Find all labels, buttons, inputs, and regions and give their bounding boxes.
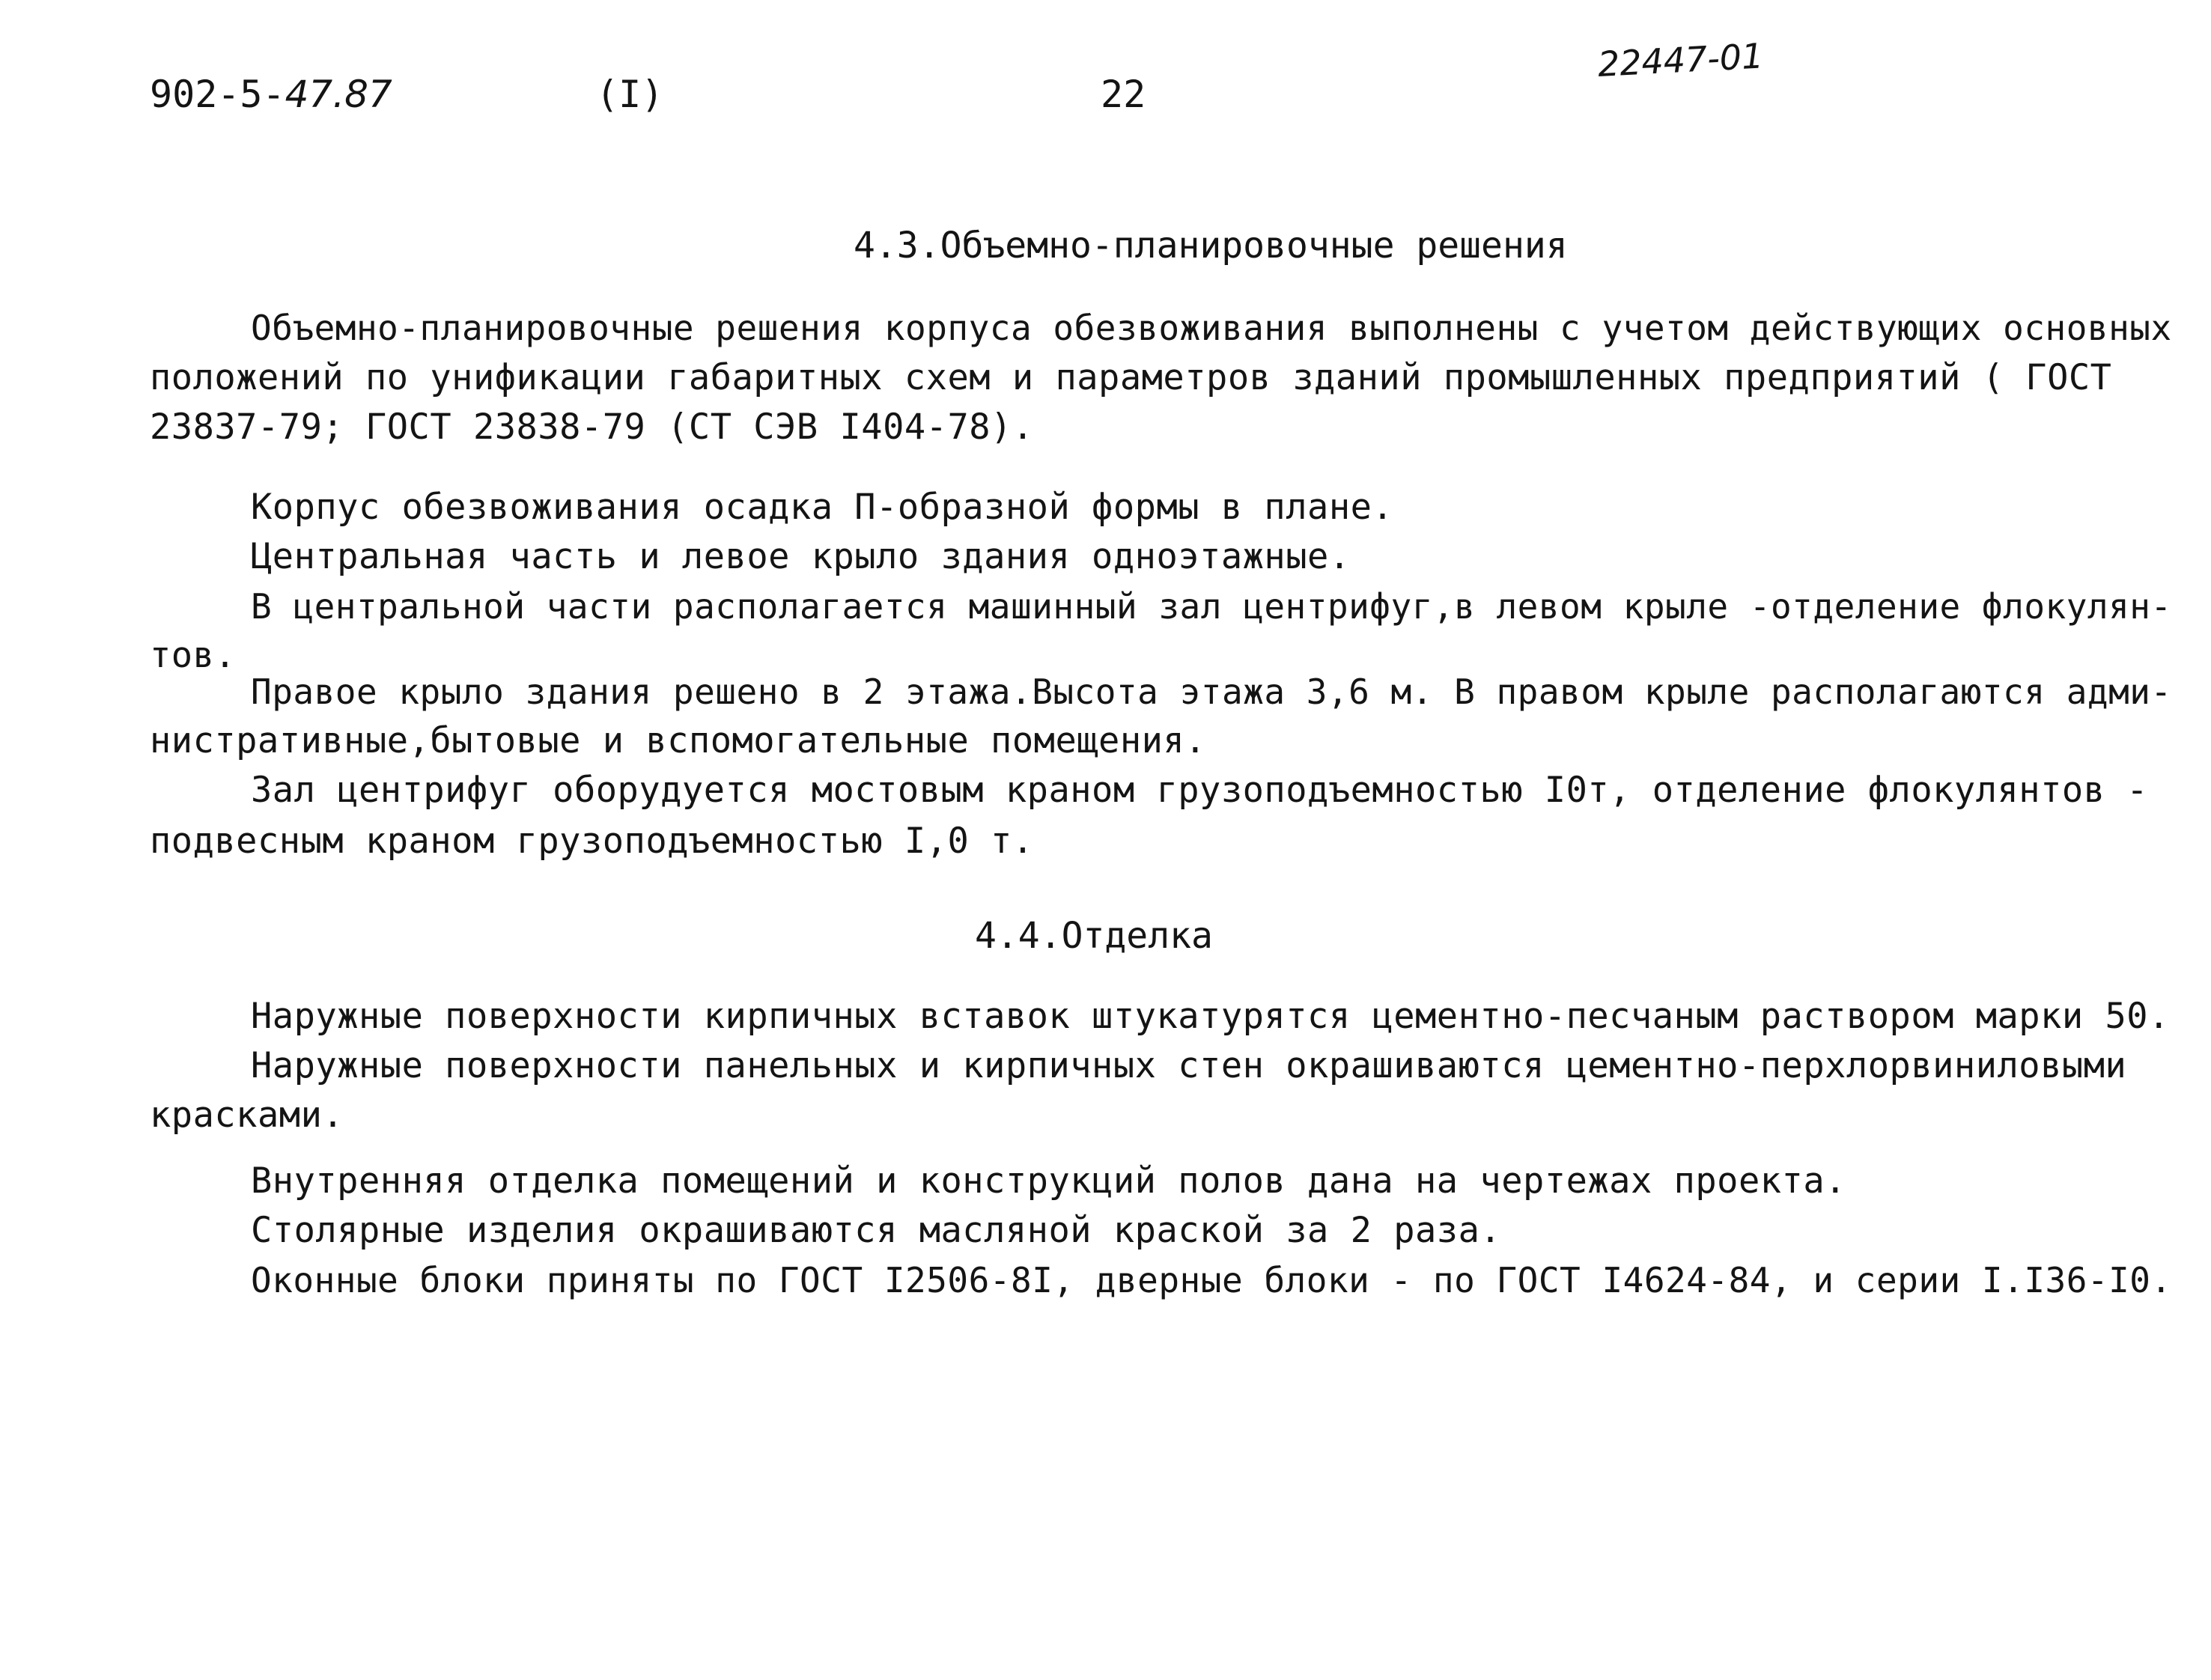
section-4-3-paragraph-5-line-2: нистративные,бытовые и вспомогательные помещения. [150, 720, 1207, 761]
section-4-3-paragraph-4-line-2: тов. [150, 635, 237, 676]
section-4-4-paragraph-4: Столярные изделия окрашиваются масляной краской за 2 раза. [251, 1210, 1502, 1251]
section-4-3-paragraph-1-line-2: положений по унификации габаритных схем и параметров зданий промышленных предприятий ( ГОСТ [150, 357, 2112, 398]
section-4-4-paragraph-3: Внутренняя отделка помещений и конструкций полов дана на чертежах проекта. [251, 1160, 1846, 1202]
section-4-4-paragraph-2-line-2: красками. [150, 1095, 344, 1136]
section-4-3-paragraph-5-line-1: Правое крыло здания решено в 2 этажа.Высота этажа 3,6 м. В правом крыле располагаются адми- [251, 672, 2172, 712]
section-4-3-paragraph-6-line-2: подвесным краном грузоподъемностью I,0 т. [150, 821, 1034, 862]
section-4-3-paragraph-2: Корпус обезвоживания осадка П-образной формы в плане. [251, 487, 1394, 528]
section-4-3-paragraph-3: Центральная часть и левое крыло здания одноэтажные. [251, 536, 1351, 577]
section-4-4-paragraph-2-line-1: Наружные поверхности панельных и кирпичных стен окрашиваются цементно-перхлорвиниловыми [251, 1045, 2127, 1086]
document-code [150, 72, 392, 117]
section-4-4-heading: 4.4.Отделка [975, 915, 1213, 957]
inventory-number: 22447-01 [1596, 35, 1765, 85]
section-4-3-heading: 4.3.Объемно-планировочные решения [854, 225, 1568, 267]
section-4-3-paragraph-1-line-3: 23837-79; ГОСТ 23838-79 (СТ СЭВ I404-78). [150, 407, 1034, 448]
sheet-number: (I) [596, 73, 664, 116]
section-4-3-paragraph-4-line-1: В центральной части располагается машинный зал центрифуг,в левом крыле -отделение флокулян- [251, 586, 2172, 627]
document-code-handwritten: 47.87 [285, 73, 392, 116]
section-4-3-paragraph-6-line-1: Зал центрифуг оборудуется мостовым краном грузоподъемностью I0т, отделение флокулянтов - [251, 770, 2149, 811]
section-4-4-paragraph-1: Наружные поверхности кирпичных вставок штукатурятся цементно-песчаным раствором марки 50. [251, 996, 2170, 1037]
section-4-3-paragraph-1-line-1: Объемно-планировочные решения корпуса обезвоживания выполнены с учетом действующих основных [251, 308, 2172, 348]
page-number: 22 [1101, 73, 1146, 116]
section-4-4-paragraph-5: Оконные блоки приняты по ГОСТ I2506-8I, дверные блоки - по ГОСТ I4624-84, и серии I.I36-I0. [251, 1260, 2172, 1300]
document-code-prefix: 902-5- [150, 73, 285, 116]
